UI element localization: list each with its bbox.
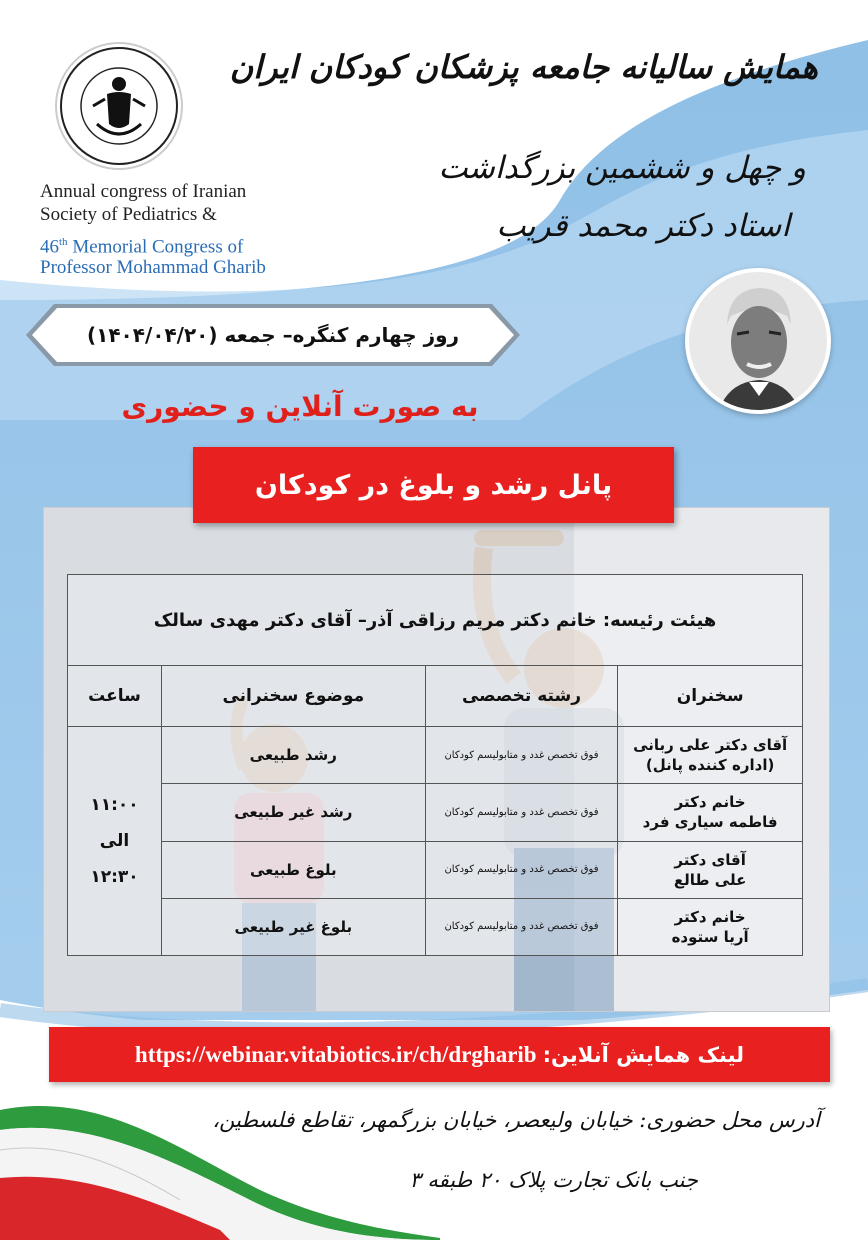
speaker-name-line-1: خانم دکتر [674, 793, 746, 812]
time-start: ۱۱:۰۰ [90, 795, 139, 815]
professor-portrait [685, 268, 831, 414]
topic-cell: بلوغ طبیعی [161, 841, 425, 898]
online-link-url[interactable]: https://webinar.vitabiotics.ir/ch/drgharib [134, 1041, 537, 1067]
society-emblem-icon [57, 44, 181, 168]
board-row [68, 575, 803, 666]
specialty-cell: فوق تخصص غدد و متابولیسم کودکان [425, 727, 618, 784]
program-table [67, 574, 803, 956]
table-row [68, 898, 803, 955]
specialty-cell: فوق تخصص غدد و متابولیسم کودکان [425, 898, 618, 955]
header-topic: موضوع سخنرانی [161, 666, 425, 727]
society-logo [55, 42, 183, 170]
table-header-row [68, 666, 803, 727]
portrait-icon [689, 272, 827, 410]
english-title-line-4: Professor Mohammad Gharib [40, 257, 266, 278]
header-specialty: رشته تخصصی [425, 666, 618, 727]
date-text: روز چهارم کنگره– جمعه (۱۴۰۴/۰۴/۲۰) [86, 323, 460, 347]
board-members: هیئت رئیسه: خانم دکتر مریم رزاقی آذر– آقای دکتر مهدی سالک [68, 575, 803, 666]
header-speaker: سخنران [618, 666, 803, 727]
header-time: ساعت [68, 666, 162, 727]
address-line-2: جنب بانک تجارت پلاک ۲۰ طبقه ۳ [409, 1168, 698, 1192]
topic-cell: بلوغ غیر طبیعی [161, 898, 425, 955]
specialty-cell: فوق تخصص غدد و متابولیسم کودکان [425, 784, 618, 841]
time-end: ۱۲:۳۰ [90, 867, 139, 887]
topic-cell: رشد غیر طبیعی [161, 784, 425, 841]
table-row [68, 784, 803, 841]
english-title-line-3-rest: Memorial Congress of [67, 236, 244, 258]
time-separator: الی [99, 831, 130, 851]
speaker-name-line-2: آریا ستوده [671, 927, 749, 946]
date-banner [24, 300, 522, 370]
speaker-name-line-1: آقای دکتر [674, 850, 746, 869]
speaker-name-line-1: آقای دکتر علی ربانی [633, 736, 788, 755]
congress-title: همایش سالیانه جامعه پزشکان کودکان ایران [229, 48, 818, 86]
panel-title: پانل رشد و بلوغ در کودکان [193, 447, 674, 523]
ordinal-number: 46 [40, 236, 59, 258]
speaker-name-line-1: خانم دکتر [674, 907, 746, 926]
english-title-line-2: Society of Pediatrics & [40, 204, 217, 225]
speaker-name-line-2: فاطمه سیاری فرد [642, 813, 778, 832]
table-row [68, 841, 803, 898]
table-row [68, 727, 803, 784]
english-title-line-3 [40, 231, 243, 258]
speaker-cell [618, 841, 803, 898]
speaker-cell [618, 784, 803, 841]
speaker-cell [618, 727, 803, 784]
specialty-cell: فوق تخصص غدد و متابولیسم کودکان [425, 841, 618, 898]
ordinal-suffix: th [59, 236, 68, 248]
time-cell [68, 727, 162, 956]
speaker-name-line-2: (اداره کننده پانل) [645, 756, 775, 775]
attendance-mode: به صورت آنلاین و حضوری [121, 390, 479, 423]
topic-cell: رشد طبیعی [161, 727, 425, 784]
english-title-line-1: Annual congress of Iranian [40, 181, 247, 202]
online-link-bar [49, 1027, 830, 1082]
memorial-subtitle-1: و چهل و ششمین بزرگداشت [438, 150, 806, 186]
speaker-name-line-2: علی طالع [673, 870, 747, 889]
address-line-1: آدرس محل حضوری: خیابان ولیعصر، خیابان بزرگمهر، تقاطع فلسطین، [212, 1108, 820, 1132]
memorial-subtitle-2: استاد دکتر محمد قریب [496, 208, 790, 244]
speaker-cell [618, 898, 803, 955]
online-link-label: لینک همایش آنلاین: [542, 1042, 745, 1067]
